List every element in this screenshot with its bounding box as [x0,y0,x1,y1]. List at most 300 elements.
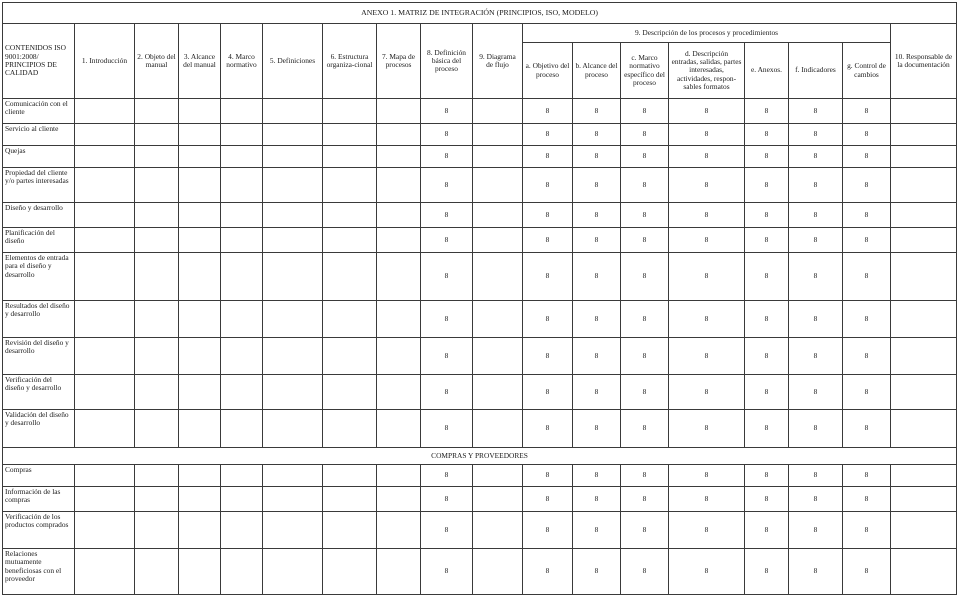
row-label: Compras [3,465,75,487]
mark-cell: 8 [843,301,891,338]
empty-cell [179,487,221,512]
row-label: Información de las compras [3,487,75,512]
empty-cell [179,301,221,338]
mark-cell: 8 [789,253,843,301]
mark-cell: 8 [573,253,621,301]
empty-cell [75,487,135,512]
mark-cell: 8 [843,375,891,410]
empty-cell [377,338,421,375]
table-row [3,487,957,512]
empty-cell [75,124,135,146]
empty-cell [323,253,377,301]
mark-cell: 8 [669,124,745,146]
empty-cell [221,99,263,124]
empty-cell [323,99,377,124]
empty-cell [323,146,377,168]
empty-cell [323,375,377,410]
empty-cell [75,168,135,203]
empty-cell [473,99,523,124]
empty-cell [179,375,221,410]
mark-cell: 8 [621,338,669,375]
mark-cell: 8 [523,512,573,549]
mark-cell: 8 [421,168,473,203]
empty-cell [891,99,957,124]
mark-cell: 8 [421,410,473,448]
mark-cell: 8 [789,549,843,595]
empty-cell [891,465,957,487]
mark-cell: 8 [843,512,891,549]
mark-cell: 8 [573,549,621,595]
empty-cell [473,410,523,448]
empty-cell [377,410,421,448]
empty-cell [135,228,179,253]
empty-cell [221,203,263,228]
table-row [3,301,957,338]
col-header-mapa-procesos: 7. Mapa de procesos [377,24,421,99]
table-row [3,228,957,253]
empty-cell [135,410,179,448]
empty-cell [377,99,421,124]
integration-matrix [2,2,957,595]
mark-cell: 8 [621,301,669,338]
col-header-definicion-basica: 8. Definición básica del proceso [421,24,473,99]
empty-cell [221,512,263,549]
empty-cell [323,549,377,595]
empty-cell [377,375,421,410]
mark-cell: 8 [669,99,745,124]
empty-cell [377,168,421,203]
empty-cell [75,253,135,301]
empty-cell [75,146,135,168]
mark-cell: 8 [745,253,789,301]
empty-cell [263,338,323,375]
row-label: Diseño y desarrollo [3,203,75,228]
empty-cell [221,338,263,375]
empty-cell [263,301,323,338]
mark-cell: 8 [421,338,473,375]
mark-cell: 8 [843,549,891,595]
mark-cell: 8 [843,228,891,253]
mark-cell: 8 [523,146,573,168]
mark-cell: 8 [573,168,621,203]
mark-cell: 8 [843,124,891,146]
mark-cell: 8 [421,487,473,512]
mark-cell: 8 [621,124,669,146]
empty-cell [221,228,263,253]
empty-cell [221,301,263,338]
empty-cell [75,410,135,448]
mark-cell: 8 [421,228,473,253]
section-header-compras: COMPRAS Y PROVEEDORES [3,448,957,465]
col-header-alcance-manual: 3. Alcance del manual [179,24,221,99]
empty-cell [75,465,135,487]
mark-cell: 8 [669,487,745,512]
empty-cell [377,124,421,146]
empty-cell [263,203,323,228]
empty-cell [263,253,323,301]
empty-cell [221,146,263,168]
empty-cell [135,124,179,146]
empty-cell [179,99,221,124]
mark-cell: 8 [421,301,473,338]
mark-cell: 8 [621,146,669,168]
empty-cell [323,124,377,146]
row-label: Verificación del diseño y desarrollo [3,375,75,410]
contents-header: CONTENIDOS ISO 9001:2008/ PRINCIPIOS DE CALIDAD [3,24,75,99]
empty-cell [473,487,523,512]
table-row [3,146,957,168]
empty-cell [473,549,523,595]
empty-cell [473,168,523,203]
table-row [3,549,957,595]
empty-cell [263,99,323,124]
empty-cell [135,465,179,487]
mark-cell: 8 [621,487,669,512]
group-header-descripcion-procesos: 9. Descripción de los procesos y procedimientos [523,24,891,43]
empty-cell [179,253,221,301]
matrix-title: ANEXO 1. MATRIZ DE INTEGRACIÓN (PRINCIPIOS, ISO, MODELO) [3,3,957,24]
table-row [3,124,957,146]
empty-cell [473,375,523,410]
table-row [3,99,957,124]
mark-cell: 8 [789,124,843,146]
mark-cell: 8 [789,512,843,549]
mark-cell: 8 [843,465,891,487]
mark-cell: 8 [573,228,621,253]
row-label: Comunicación con el cliente [3,99,75,124]
empty-cell [75,301,135,338]
subcol-header-descripcion: d. Descripción entradas, salidas, partes interesadas, actividades, respon-sables formatos [669,43,745,99]
table-row [3,203,957,228]
col-header-definiciones: 5. Definiciones [263,24,323,99]
mark-cell: 8 [421,549,473,595]
mark-cell: 8 [421,375,473,410]
mark-cell: 8 [669,168,745,203]
empty-cell [75,228,135,253]
mark-cell: 8 [573,375,621,410]
mark-cell: 8 [573,124,621,146]
mark-cell: 8 [573,301,621,338]
empty-cell [263,487,323,512]
mark-cell: 8 [669,228,745,253]
mark-cell: 8 [621,465,669,487]
empty-cell [891,375,957,410]
row-label: Servicio al cliente [3,124,75,146]
mark-cell: 8 [523,203,573,228]
mark-cell: 8 [745,228,789,253]
mark-cell: 8 [789,228,843,253]
empty-cell [179,512,221,549]
empty-cell [323,203,377,228]
mark-cell: 8 [745,465,789,487]
mark-cell: 8 [669,410,745,448]
empty-cell [179,549,221,595]
mark-cell: 8 [421,124,473,146]
mark-cell: 8 [843,168,891,203]
empty-cell [75,203,135,228]
mark-cell: 8 [789,99,843,124]
empty-cell [473,146,523,168]
mark-cell: 8 [573,487,621,512]
mark-cell: 8 [523,375,573,410]
empty-cell [135,301,179,338]
empty-cell [263,465,323,487]
empty-cell [323,301,377,338]
mark-cell: 8 [573,146,621,168]
subcol-header-indicadores: f. Indicadores [789,43,843,99]
empty-cell [221,410,263,448]
mark-cell: 8 [843,203,891,228]
mark-cell: 8 [745,338,789,375]
mark-cell: 8 [523,338,573,375]
mark-cell: 8 [621,410,669,448]
empty-cell [263,410,323,448]
mark-cell: 8 [789,410,843,448]
mark-cell: 8 [573,203,621,228]
mark-cell: 8 [523,549,573,595]
empty-cell [377,253,421,301]
empty-cell [891,338,957,375]
mark-cell: 8 [523,410,573,448]
mark-cell: 8 [621,168,669,203]
mark-cell: 8 [745,512,789,549]
empty-cell [179,168,221,203]
mark-cell: 8 [843,99,891,124]
row-label: Validación del diseño y desarrollo [3,410,75,448]
mark-cell: 8 [523,301,573,338]
mark-cell: 8 [523,465,573,487]
mark-cell: 8 [421,253,473,301]
table-row [3,338,957,375]
empty-cell [179,338,221,375]
empty-cell [135,549,179,595]
mark-cell: 8 [573,465,621,487]
empty-cell [377,301,421,338]
empty-cell [221,253,263,301]
mark-cell: 8 [621,228,669,253]
row-label: Quejas [3,146,75,168]
mark-cell: 8 [669,512,745,549]
empty-cell [135,146,179,168]
empty-cell [891,203,957,228]
empty-cell [473,228,523,253]
table-row [3,465,957,487]
empty-cell [473,253,523,301]
mark-cell: 8 [745,549,789,595]
empty-cell [179,465,221,487]
empty-cell [179,228,221,253]
empty-cell [473,203,523,228]
empty-cell [263,549,323,595]
row-label: Verificación de los productos comprados [3,512,75,549]
subcol-header-control-cambios: g. Control de cambios [843,43,891,99]
mark-cell: 8 [573,410,621,448]
empty-cell [891,228,957,253]
empty-cell [377,487,421,512]
mark-cell: 8 [789,487,843,512]
table-row [3,168,957,203]
col-header-introduccion: 1. Introducción [75,24,135,99]
mark-cell: 8 [669,203,745,228]
empty-cell [263,512,323,549]
mark-cell: 8 [789,465,843,487]
mark-cell: 8 [573,99,621,124]
col-header-objeto-manual: 2. Objeto del manual [135,24,179,99]
mark-cell: 8 [421,465,473,487]
mark-cell: 8 [523,228,573,253]
mark-cell: 8 [843,410,891,448]
mark-cell: 8 [789,146,843,168]
mark-cell: 8 [523,487,573,512]
mark-cell: 8 [843,338,891,375]
mark-cell: 8 [745,124,789,146]
mark-cell: 8 [523,253,573,301]
mark-cell: 8 [669,465,745,487]
empty-cell [221,124,263,146]
mark-cell: 8 [573,338,621,375]
mark-cell: 8 [745,168,789,203]
empty-cell [891,512,957,549]
mark-cell: 8 [523,168,573,203]
mark-cell: 8 [789,168,843,203]
row-label: Relaciones mutuamente beneficiosas con el proveedor [3,549,75,595]
empty-cell [473,512,523,549]
empty-cell [891,301,957,338]
empty-cell [323,228,377,253]
empty-cell [377,228,421,253]
mark-cell: 8 [669,146,745,168]
mark-cell: 8 [745,146,789,168]
empty-cell [263,146,323,168]
empty-cell [263,168,323,203]
empty-cell [179,203,221,228]
empty-cell [263,228,323,253]
empty-cell [377,203,421,228]
mark-cell: 8 [843,146,891,168]
col-header-responsable: 10. Responsable de la documentación [891,24,957,99]
mark-cell: 8 [621,549,669,595]
row-label: Resultados del diseño y desarrollo [3,301,75,338]
mark-cell: 8 [745,410,789,448]
mark-cell: 8 [789,338,843,375]
mark-cell: 8 [621,375,669,410]
empty-cell [179,146,221,168]
mark-cell: 8 [523,99,573,124]
empty-cell [75,99,135,124]
empty-cell [263,124,323,146]
col-header-diagrama-flujo: 9. Diagrama de flujo [473,24,523,99]
empty-cell [135,338,179,375]
subcol-header-alcance: b. Alcance del proceso [573,43,621,99]
subcol-header-objetivo: a. Objetivo del proceso [523,43,573,99]
mark-cell: 8 [573,512,621,549]
mark-cell: 8 [789,203,843,228]
empty-cell [473,124,523,146]
empty-cell [891,410,957,448]
mark-cell: 8 [843,253,891,301]
mark-cell: 8 [745,301,789,338]
empty-cell [75,549,135,595]
empty-cell [221,549,263,595]
mark-cell: 8 [745,487,789,512]
row-label: Planificación del diseño [3,228,75,253]
empty-cell [323,512,377,549]
empty-cell [135,253,179,301]
empty-cell [323,487,377,512]
empty-cell [221,465,263,487]
empty-cell [473,338,523,375]
mark-cell: 8 [621,253,669,301]
mark-cell: 8 [421,99,473,124]
mark-cell: 8 [789,375,843,410]
empty-cell [179,124,221,146]
empty-cell [473,301,523,338]
empty-cell [377,512,421,549]
empty-cell [891,549,957,595]
empty-cell [323,338,377,375]
empty-cell [75,338,135,375]
empty-cell [891,487,957,512]
empty-cell [891,253,957,301]
empty-cell [135,168,179,203]
table-row [3,375,957,410]
mark-cell: 8 [621,203,669,228]
mark-cell: 8 [421,203,473,228]
empty-cell [473,465,523,487]
mark-cell: 8 [669,301,745,338]
empty-cell [221,375,263,410]
empty-cell [377,146,421,168]
empty-cell [75,512,135,549]
empty-cell [891,146,957,168]
empty-cell [377,465,421,487]
subcol-header-marco-especifico: c. Marco normativo específico del proceso [621,43,669,99]
empty-cell [891,168,957,203]
empty-cell [135,487,179,512]
empty-cell [377,549,421,595]
empty-cell [179,410,221,448]
empty-cell [323,465,377,487]
mark-cell: 8 [843,487,891,512]
mark-cell: 8 [523,124,573,146]
empty-cell [75,375,135,410]
mark-cell: 8 [669,338,745,375]
mark-cell: 8 [669,375,745,410]
row-label: Revisión del diseño y desarrollo [3,338,75,375]
table-row [3,253,957,301]
mark-cell: 8 [621,99,669,124]
empty-cell [221,487,263,512]
mark-cell: 8 [745,375,789,410]
mark-cell: 8 [421,512,473,549]
mark-cell: 8 [745,99,789,124]
empty-cell [323,168,377,203]
empty-cell [323,410,377,448]
mark-cell: 8 [789,301,843,338]
row-label: Propiedad del cliente y/o partes interesadas [3,168,75,203]
mark-cell: 8 [421,146,473,168]
empty-cell [135,203,179,228]
table-row [3,512,957,549]
mark-cell: 8 [669,253,745,301]
mark-cell: 8 [669,549,745,595]
mark-cell: 8 [621,512,669,549]
table-row [3,410,957,448]
col-header-marco-normativo: 4. Marco normativo [221,24,263,99]
empty-cell [135,375,179,410]
mark-cell: 8 [745,203,789,228]
empty-cell [221,168,263,203]
